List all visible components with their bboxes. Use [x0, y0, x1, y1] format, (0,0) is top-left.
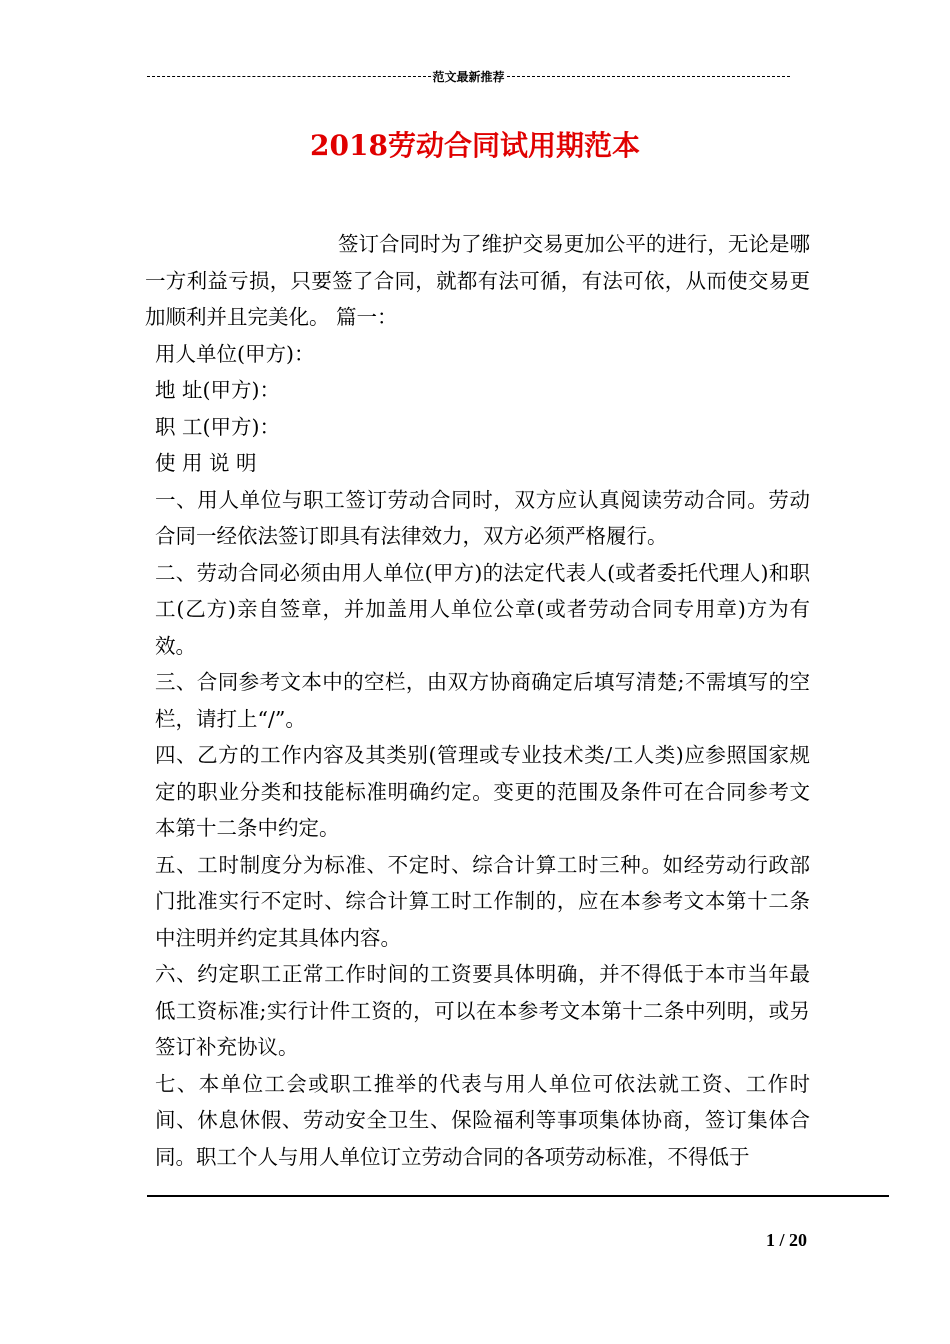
field-employee: 职 工(甲方)：: [155, 414, 281, 439]
instruction-item-4: 四、乙方的工作内容及其类别(管理或专业技术类/工人类)应参照国家规定的职业分类和技能标准明确约定。变更的范围及条件可在合同参考文本第十二条中约定。: [155, 743, 810, 840]
footer-divider: [147, 1195, 889, 1197]
instruction-item-2: 二、劳动合同必须由用人单位(甲方)的法定代表人(或者委托代理人)和职工(乙方)亲自签章，并加盖用人单位公章(或者劳动合同专用章)方为有效。: [155, 560, 810, 658]
document-body: [145, 226, 810, 1175]
header-dash-left: [147, 76, 431, 77]
header-label: 范文最新推荐: [432, 69, 505, 84]
field-employer: 用人单位(甲方)：: [155, 341, 315, 366]
instructions-heading: 使 用 说 明: [155, 451, 257, 475]
intro-paragraph: 签订合同时为了维护交易更加公平的进行，无论是哪一方利益亏损，只要签了合同，就都有法可循，有法可依，从而使交易更加顺利并且完美化。 篇一：: [145, 232, 810, 329]
header-dash-right: [507, 76, 791, 77]
document-title: 2018劳动合同试用期范本: [310, 129, 640, 162]
field-address: 地 址(甲方)：: [155, 378, 281, 402]
instruction-item-5: 五、工时制度分为标准、不定时、综合计算工时三种。如经劳动行政部门批准实行不定时、综合计算工时工作制的，应在本参考文本第十二条中注明并约定其具体内容。: [155, 852, 810, 950]
page-number: 1 / 20: [765, 1230, 807, 1250]
instruction-item-1: 一、用人单位与职工签订劳动合同时，双方应认真阅读劳动合同。劳动合同一经依法签订即具有法律效力，双方必须严格履行。: [155, 487, 810, 548]
instruction-item-6: 六、约定职工正常工作时间的工资要具体明确，并不得低于本市当年最低工资标准;实行计件工资的，可以在本参考文本第十二条中列明，或另签订补充协议。: [155, 962, 810, 1059]
header-divider: [147, 66, 790, 86]
instruction-item-3: 三、合同参考文本中的空栏，由双方协商确定后填写清楚;不需填写的空栏，请打上“/”。: [155, 670, 810, 731]
instruction-item-7: 七、本单位工会或职工推举的代表与用人单位可依法就工资、工作时间、休息休假、劳动安全卫生、保险福利等事项集体协商，签订集体合同。职工个人与用人单位订立劳动合同的各项劳动标准，不得低于: [155, 1071, 810, 1169]
